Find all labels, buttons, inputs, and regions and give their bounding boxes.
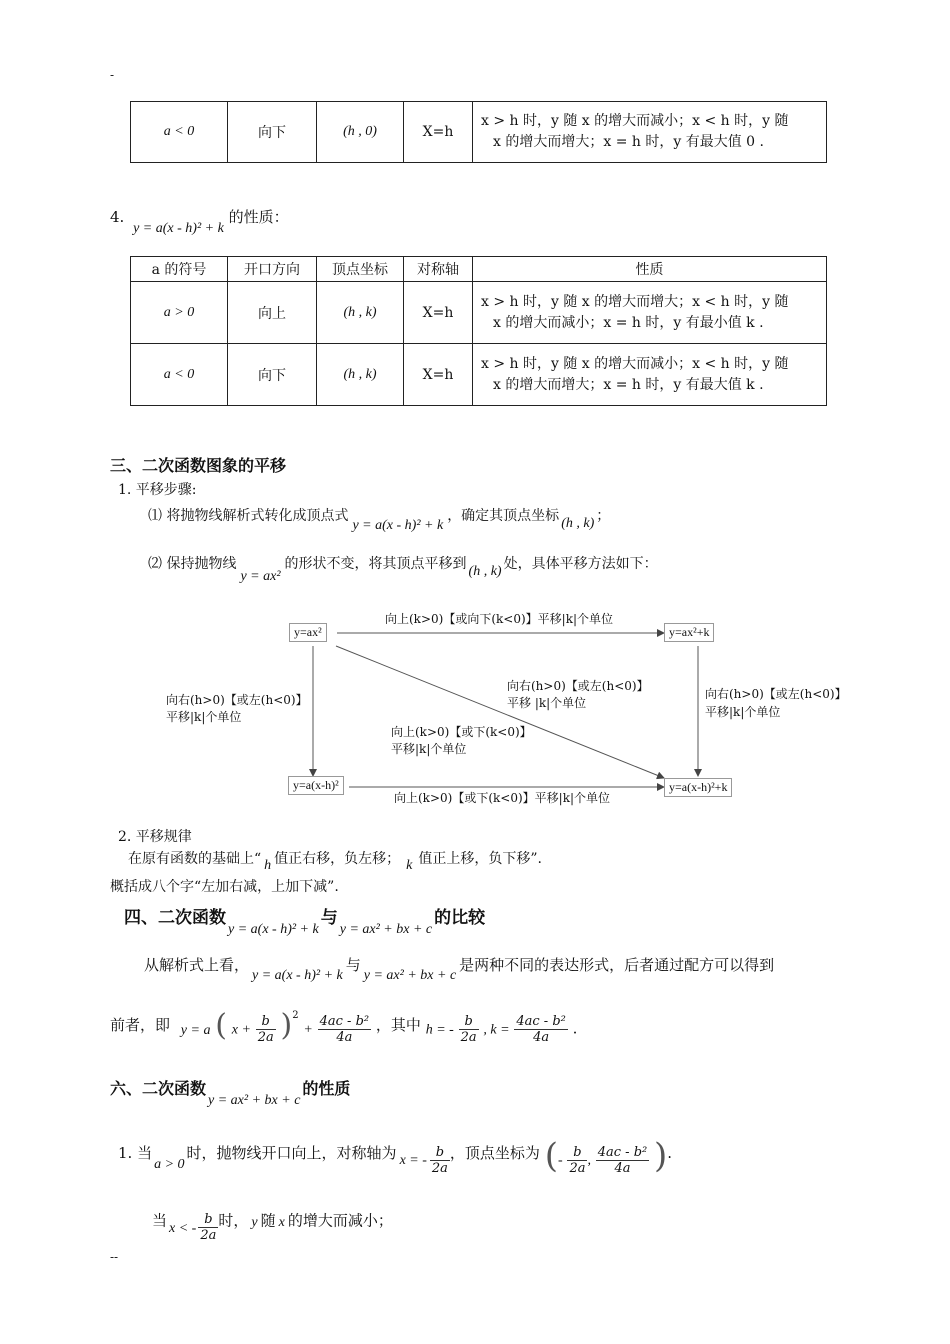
numerator: 4ac - b² xyxy=(319,1014,370,1029)
title-text: 六、二次函数 xyxy=(110,1079,207,1098)
numerator: 4ac - b² xyxy=(597,1144,648,1160)
numerator: b xyxy=(256,1014,276,1030)
vertex-form-formula: y = a(x - h)² + k xyxy=(228,922,319,937)
item-text: 当 xyxy=(152,1211,168,1230)
property-line: x 的增大而减小；x = h 时，y 有最小值 k . xyxy=(493,314,764,331)
property-line: x 的增大而增大；x = h 时，y 有最大值 0 . xyxy=(493,134,764,150)
fraction-b-over-2a xyxy=(459,1014,479,1045)
minus-sign: - xyxy=(557,1153,563,1168)
general-form-formula: y = ax² + bx + c xyxy=(363,968,457,983)
formula-y: y = a xyxy=(180,1022,211,1038)
para-text: 与 xyxy=(345,956,361,974)
fraction-b-over-2a xyxy=(198,1212,218,1243)
step-text: ，确定其顶点坐标 xyxy=(447,508,560,524)
denominator: 4a xyxy=(614,1160,631,1176)
header-sign: a 的符号 xyxy=(131,257,228,282)
denominator: 2a xyxy=(431,1160,448,1176)
node-vertex-form: y=a(x-h)²+k xyxy=(664,778,732,797)
item-text: 时， xyxy=(218,1211,249,1230)
item-text: 时，抛物线开口向上，对称轴为 xyxy=(186,1144,397,1162)
h-symbol: h xyxy=(264,858,272,873)
vertex-cell: (h , 0) xyxy=(317,102,404,163)
step-text: 的形状不变，将其顶点平移到 xyxy=(284,556,467,572)
page-top-mark: - xyxy=(110,68,115,82)
node-horizontal-shift: y=a(x-h)² xyxy=(288,776,344,795)
item-text: 1. 当 xyxy=(118,1144,153,1162)
denominator: 2a xyxy=(257,1030,274,1045)
node-base-parabola: y=ax² xyxy=(289,623,327,642)
page-bottom-mark: -- xyxy=(110,1250,119,1264)
step-text: ⑴ 将抛物线解析式转化成顶点式 xyxy=(148,508,349,524)
right-paren: ) xyxy=(280,1008,293,1043)
step-2-rule xyxy=(128,848,542,873)
vertex-form-formula: y = a(x - h)² + k xyxy=(352,518,444,533)
vertex-form-formula: y = a(x - h)² + k xyxy=(252,968,343,983)
label-top: 向上(k>0)【或向下(k<0)】平移|k|个单位 xyxy=(385,612,614,626)
compare-derivation xyxy=(110,1008,578,1060)
rule-text: 值正上移，负下移”. xyxy=(418,851,542,867)
sign-cell: a < 0 xyxy=(131,102,228,163)
arrow-diagonal xyxy=(336,646,664,778)
fraction-4ac-b2-over-4a xyxy=(514,1014,568,1045)
vertex-coordinate: (h , k) xyxy=(561,516,595,531)
header-opening: 开口方向 xyxy=(228,257,317,282)
general-form-formula: y = ax² + bx + c xyxy=(339,922,433,937)
label-right-line1: 向右(h>0)【或左(h<0)】 xyxy=(705,687,847,701)
vertex-coordinate: (h , k) xyxy=(468,564,502,579)
property-line: x > h 时，y 随 x 的增大而减小；x < h 时，y 随 xyxy=(481,355,789,372)
para-text: 是两种不同的表达形式，后者通过配方可以得到 xyxy=(459,956,775,974)
property-line: x 的增大而增大；x = h 时，y 有最大值 k . xyxy=(493,376,764,393)
header-axis: 对称轴 xyxy=(404,257,473,282)
step-2-summary: 概括成八个字“左加右减，上加下减”. xyxy=(110,879,339,895)
property-item-2 xyxy=(152,1206,393,1243)
opening-cell: 向下 xyxy=(228,102,317,163)
step-text: ； xyxy=(596,508,611,524)
comma: , xyxy=(587,1153,591,1168)
vertex-cell: (h , k) xyxy=(317,282,404,344)
k-symbol: k xyxy=(406,858,413,873)
fraction-4ac-b2-over-4a xyxy=(596,1145,650,1176)
left-paren: ( xyxy=(544,1136,558,1176)
left-paren: ( xyxy=(215,1008,227,1043)
denominator: 2a xyxy=(460,1030,477,1045)
x-symbol: x xyxy=(278,1214,285,1230)
para-text: 前者，即 xyxy=(110,1015,171,1034)
step-text: ⑵ 保持抛物线 xyxy=(148,556,237,572)
fraction-b-over-2a xyxy=(256,1014,276,1045)
label-diagonal-line2: 平移 |k|个单位 xyxy=(507,696,587,710)
numerator: b xyxy=(459,1014,479,1030)
vertex-form-formula: y = a(x - h)² + k xyxy=(133,221,224,236)
denominator: 4a xyxy=(336,1030,353,1045)
node-vertical-shift: y=ax²+k xyxy=(664,623,714,642)
axis-formula: x = - xyxy=(399,1153,427,1168)
label-diagonal2-line2: 平移|k|个单位 xyxy=(391,742,467,756)
title-text: 四、二次函数 xyxy=(124,908,226,928)
label-diagonal2-line1: 向上(k>0)【或下(k<0)】 xyxy=(391,725,532,739)
title-text: 的性质 xyxy=(302,1079,351,1098)
numerator: 4ac - b² xyxy=(516,1014,566,1029)
section-6-title xyxy=(110,1076,351,1108)
para-text: . xyxy=(572,1019,578,1038)
axis-cell: X=h xyxy=(404,344,473,406)
step-1-title: 1. 平移步骤: xyxy=(118,482,197,498)
h-definition: h = - xyxy=(425,1022,454,1038)
opening-cell: 向上 xyxy=(228,282,317,344)
property-item-1 xyxy=(118,1134,672,1184)
item-text: 随 xyxy=(260,1211,276,1230)
axis-cell: X=h xyxy=(404,282,473,344)
property-line: x > h 时，y 随 x 的增大而增大；x < h 时，y 随 xyxy=(481,293,789,310)
property-line: x > h 时，y 随 x 的增大而减小；x < h 时，y 随 xyxy=(481,113,789,129)
y-symbol: y xyxy=(251,1214,258,1230)
label-left-line1: 向右(h>0)【或左(h<0)】 xyxy=(166,693,308,707)
step-text: 处，具体平移方法如下： xyxy=(503,556,658,572)
vertex-cell: (h , k) xyxy=(317,344,404,406)
item-text: 的增大而减小； xyxy=(287,1211,393,1230)
sign-cell: a > 0 xyxy=(131,282,228,344)
label-bottom: 向上(k>0)【或下(k<0)】平移|k|个单位 xyxy=(394,791,611,805)
numerator: b xyxy=(198,1212,218,1228)
sign-cell: a < 0 xyxy=(131,344,228,406)
label-diagonal-line1: 向右(h>0)【或左(h<0)】 xyxy=(507,679,649,693)
denominator: 2a xyxy=(569,1160,586,1176)
title-text: 与 xyxy=(320,908,338,928)
plus-sign: + xyxy=(303,1022,313,1038)
heading-suffix: 的性质： xyxy=(228,208,289,226)
header-vertex: 顶点坐标 xyxy=(317,257,404,282)
header-property: 性质 xyxy=(473,257,827,282)
label-right-line2: 平移|k|个单位 xyxy=(705,705,781,719)
title-text: 的比较 xyxy=(434,908,486,928)
fraction-b-over-2a xyxy=(430,1145,450,1176)
square-exponent: 2 xyxy=(292,1009,299,1021)
para-text: ，其中 xyxy=(375,1015,421,1034)
condition: x < - xyxy=(169,1220,197,1236)
item-text: . xyxy=(667,1144,673,1162)
formula-x: x + xyxy=(231,1022,251,1038)
item-text: ，顶点坐标为 xyxy=(449,1144,540,1162)
step-2-title: 2. 平移规律 xyxy=(118,829,192,845)
k-definition: , k = xyxy=(483,1022,510,1038)
base-parabola-formula: y = ax² xyxy=(240,569,281,584)
denominator: 2a xyxy=(200,1228,217,1243)
opening-cell: 向下 xyxy=(228,344,317,406)
numerator: b xyxy=(567,1145,587,1161)
label-left-line2: 平移|k|个单位 xyxy=(166,710,242,724)
axis-cell: X=h xyxy=(404,102,473,163)
section-number: 4. xyxy=(110,208,125,226)
general-form-formula: y = ax² + bx + c xyxy=(208,1093,301,1108)
section-3-title: 三、二次函数图象的平移 xyxy=(110,456,287,475)
numerator: b xyxy=(430,1145,450,1161)
condition: a > 0 xyxy=(154,1157,185,1172)
right-paren: ) xyxy=(654,1136,668,1176)
para-text: 从解析式上看， xyxy=(144,956,250,974)
denominator: 4a xyxy=(533,1030,550,1045)
rule-text: 值正右移，负左移； xyxy=(274,851,401,867)
fraction-4ac-b2-over-4a xyxy=(318,1014,372,1045)
fraction-b-over-2a xyxy=(567,1145,587,1176)
rule-text: 在原有函数的基础上“ xyxy=(128,851,262,867)
section-compare-title xyxy=(124,903,486,937)
compare-paragraph xyxy=(144,954,775,983)
